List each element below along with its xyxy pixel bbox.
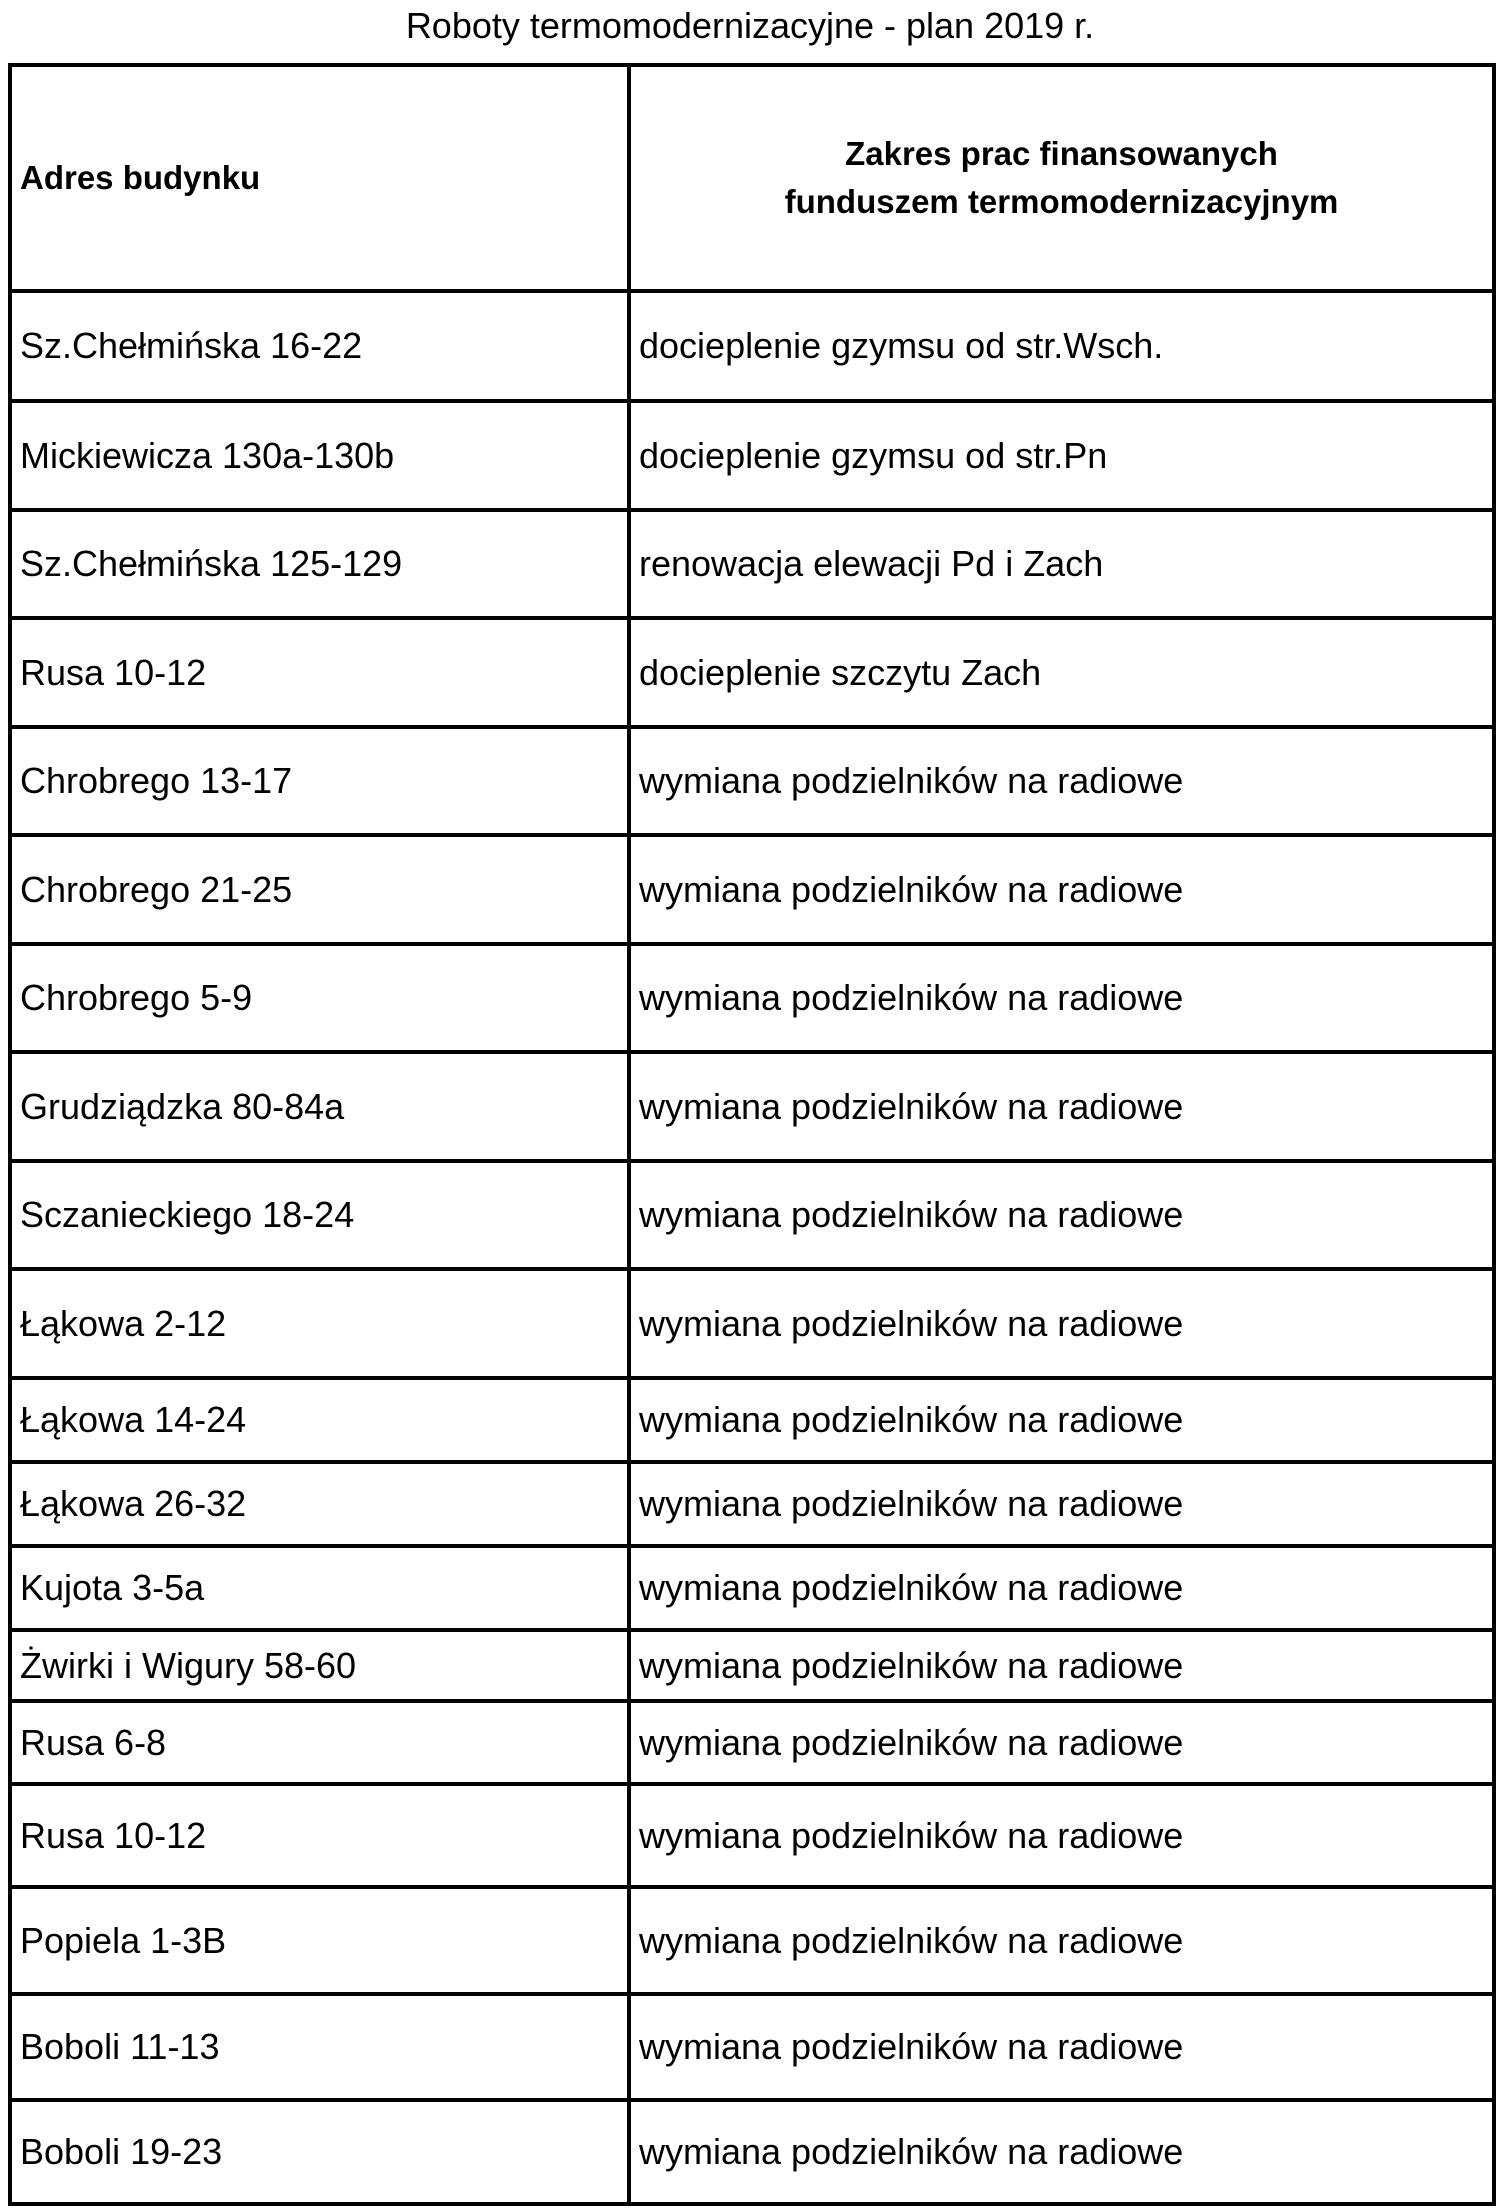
scope-cell: wymiana podzielników na radiowe	[629, 2100, 1494, 2204]
scope-cell: renowacja elewacji Pd i Zach	[629, 510, 1494, 618]
address-cell: Boboli 11-13	[10, 1994, 629, 2100]
table-row	[10, 835, 1494, 944]
address-cell: Rusa 6-8	[10, 1701, 629, 1784]
header-scope-line2: funduszem termomodernizacyjnym	[784, 183, 1339, 220]
address-cell: Popiela 1-3B	[10, 1887, 629, 1994]
address-cell: Chrobrego 13-17	[10, 727, 629, 835]
scope-cell: wymiana podzielników na radiowe	[629, 1462, 1494, 1546]
scope-cell: wymiana podzielników na radiowe	[629, 1269, 1494, 1378]
scope-cell: docieplenie szczytu Zach	[629, 618, 1494, 727]
table-row	[10, 1630, 1494, 1701]
scope-cell: wymiana podzielników na radiowe	[629, 1630, 1494, 1701]
address-cell: Łąkowa 26-32	[10, 1462, 629, 1546]
address-cell: Chrobrego 5-9	[10, 944, 629, 1052]
table-header-row	[10, 65, 1494, 291]
address-cell: Sczanieckiego 18-24	[10, 1161, 629, 1269]
address-cell: Grudziądzka 80-84a	[10, 1052, 629, 1161]
table-row	[10, 291, 1494, 401]
address-cell: Boboli 19-23	[10, 2100, 629, 2204]
scope-cell: docieplenie gzymsu od str.Wsch.	[629, 291, 1494, 401]
scope-cell: wymiana podzielników na radiowe	[629, 1378, 1494, 1462]
scope-cell: wymiana podzielników na radiowe	[629, 835, 1494, 944]
table-row	[10, 1161, 1494, 1269]
scope-cell: wymiana podzielników na radiowe	[629, 944, 1494, 1052]
table-row	[10, 1269, 1494, 1378]
works-plan-table	[8, 63, 1496, 2206]
table-row	[10, 944, 1494, 1052]
table-row	[10, 510, 1494, 618]
document-title: Roboty termomodernizacyjne - plan 2019 r.	[405, 5, 1095, 46]
table-row	[10, 1462, 1494, 1546]
scope-cell: wymiana podzielników na radiowe	[629, 1784, 1494, 1887]
table-row	[10, 1784, 1494, 1887]
scope-cell: wymiana podzielników na radiowe	[629, 1887, 1494, 1994]
table-row	[10, 1994, 1494, 2100]
address-cell: Sz.Chełmińska 125-129	[10, 510, 629, 618]
address-cell: Kujota 3-5a	[10, 1546, 629, 1630]
address-cell: Sz.Chełmińska 16-22	[10, 291, 629, 401]
table-row	[10, 401, 1494, 510]
scope-cell: wymiana podzielników na radiowe	[629, 1701, 1494, 1784]
address-cell: Mickiewicza 130a-130b	[10, 401, 629, 510]
header-scope	[629, 65, 1494, 291]
scope-cell: wymiana podzielników na radiowe	[629, 727, 1494, 835]
scope-cell: docieplenie gzymsu od str.Pn	[629, 401, 1494, 510]
table-row	[10, 1887, 1494, 1994]
table-row	[10, 1378, 1494, 1462]
address-cell: Łąkowa 14-24	[10, 1378, 629, 1462]
table-row	[10, 1701, 1494, 1784]
header-address: Adres budynku	[10, 65, 629, 291]
address-cell: Rusa 10-12	[10, 618, 629, 727]
address-cell: Żwirki i Wigury 58-60	[10, 1630, 629, 1701]
address-cell: Łąkowa 2-12	[10, 1269, 629, 1378]
address-cell: Chrobrego 21-25	[10, 835, 629, 944]
scope-cell: wymiana podzielników na radiowe	[629, 1161, 1494, 1269]
table-row	[10, 1546, 1494, 1630]
scope-cell: wymiana podzielników na radiowe	[629, 1052, 1494, 1161]
scope-cell: wymiana podzielników na radiowe	[629, 1546, 1494, 1630]
table-row	[10, 2100, 1494, 2204]
table-row	[10, 727, 1494, 835]
table-row	[10, 1052, 1494, 1161]
address-cell: Rusa 10-12	[10, 1784, 629, 1887]
table-row	[10, 618, 1494, 727]
scope-cell: wymiana podzielników na radiowe	[629, 1994, 1494, 2100]
header-scope-line1: Zakres prac finansowanych	[845, 135, 1278, 172]
